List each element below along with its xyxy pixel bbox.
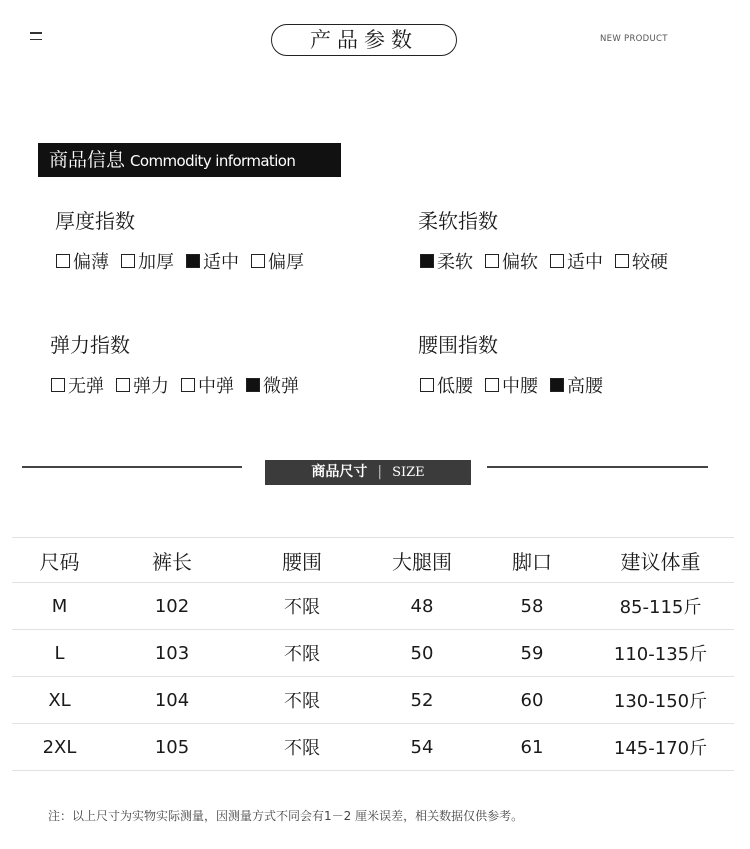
checkbox-icon [181,378,195,392]
cell-weight: 130-150斤 [587,677,734,724]
waist-option[interactable] [485,372,538,398]
menu-icon[interactable] [30,32,42,45]
elasticity-option[interactable] [51,372,104,398]
cell-weight: 145-170斤 [587,724,734,771]
commodity-info-banner [38,143,341,177]
header-hem: 脚口 [477,538,587,583]
cell-length: 102 [107,583,237,630]
header-size: 尺码 [12,538,107,583]
cell-hem: 60 [477,677,587,724]
waist-option[interactable] [550,372,603,398]
commodity-info-zh: 商品信息 [49,149,126,171]
size-banner-en: SIZE [392,465,425,480]
cell-hem: 59 [477,630,587,677]
option-label: 偏厚 [268,252,304,273]
option-label: 中弹 [198,376,234,397]
waist-options [420,372,615,398]
thickness-options [56,248,316,274]
option-label: 柔软 [437,252,473,273]
softness-options [420,248,680,274]
cell-waist: 不限 [237,630,367,677]
option-label: 弹力 [133,376,169,397]
size-banner-zh: 商品尺寸 [311,464,368,480]
divider-right [487,466,708,468]
cell-thigh: 50 [367,630,477,677]
header-thigh: 大腿围 [367,538,477,583]
elasticity-options [51,372,311,398]
cell-hem: 61 [477,724,587,771]
cell-hem: 58 [477,583,587,630]
checkbox-icon [550,254,564,268]
checkbox-checked-icon [420,254,434,268]
cell-length: 104 [107,677,237,724]
header-length: 裤长 [107,538,237,583]
option-label: 中腰 [502,376,538,397]
checkbox-icon [485,254,499,268]
cell-thigh: 48 [367,583,477,630]
elasticity-option[interactable] [181,372,234,398]
cell-thigh: 52 [367,677,477,724]
checkbox-icon [615,254,629,268]
cell-waist: 不限 [237,677,367,724]
thickness-option[interactable] [56,248,109,274]
table-row [12,724,734,771]
checkbox-icon [56,254,70,268]
checkbox-icon [51,378,65,392]
checkbox-checked-icon [550,378,564,392]
waist-option[interactable] [420,372,473,398]
checkbox-icon [251,254,265,268]
cell-size: L [12,630,107,677]
option-label: 微弹 [263,376,299,397]
cell-size: 2XL [12,724,107,771]
option-label: 适中 [567,252,603,273]
softness-option[interactable] [485,248,538,274]
thickness-option[interactable] [251,248,304,274]
cell-thigh: 54 [367,724,477,771]
table-header-row [12,538,734,583]
thickness-option[interactable] [186,248,239,274]
checkbox-icon [420,378,434,392]
size-banner [265,460,471,485]
cell-weight: 110-135斤 [587,630,734,677]
checkbox-icon [116,378,130,392]
softness-option[interactable] [420,248,473,274]
option-label: 偏薄 [73,252,109,273]
cell-length: 103 [107,630,237,677]
option-label: 较硬 [632,252,668,273]
waist-index-title: 腰围指数 [418,333,498,357]
commodity-info-en: Commodity information [130,152,296,170]
thickness-option[interactable] [121,248,174,274]
softness-option[interactable] [615,248,668,274]
cell-waist: 不限 [237,724,367,771]
softness-index-title: 柔软指数 [418,209,498,233]
cell-size: M [12,583,107,630]
thickness-index-title: 厚度指数 [55,209,135,233]
cell-length: 105 [107,724,237,771]
page-title: 产品参数 [271,24,457,56]
header-waist: 腰围 [237,538,367,583]
header-weight: 建议体重 [587,538,734,583]
option-label: 无弹 [68,376,104,397]
softness-option[interactable] [550,248,603,274]
checkbox-checked-icon [246,378,260,392]
size-table [12,537,734,771]
cell-weight: 85-115斤 [587,583,734,630]
table-row [12,583,734,630]
measurement-note: 注：以上尺寸为实物实际测量，因测量方式不同会有1－2 厘米误差，相关数据仅供参考。 [48,809,524,823]
option-label: 偏软 [502,252,538,273]
cell-size: XL [12,677,107,724]
cell-waist: 不限 [237,583,367,630]
checkbox-checked-icon [186,254,200,268]
option-label: 高腰 [567,376,603,397]
table-row [12,630,734,677]
elasticity-option[interactable] [116,372,169,398]
elasticity-index-title: 弹力指数 [50,333,130,357]
table-row [12,677,734,724]
elasticity-option[interactable] [246,372,299,398]
checkbox-icon [121,254,135,268]
option-label: 加厚 [138,252,174,273]
checkbox-icon [485,378,499,392]
option-label: 适中 [203,252,239,273]
option-label: 低腰 [437,376,473,397]
divider-left [22,466,242,468]
size-banner-separator: | [377,464,383,480]
new-product-tag: NEW PRODUCT [600,34,668,44]
